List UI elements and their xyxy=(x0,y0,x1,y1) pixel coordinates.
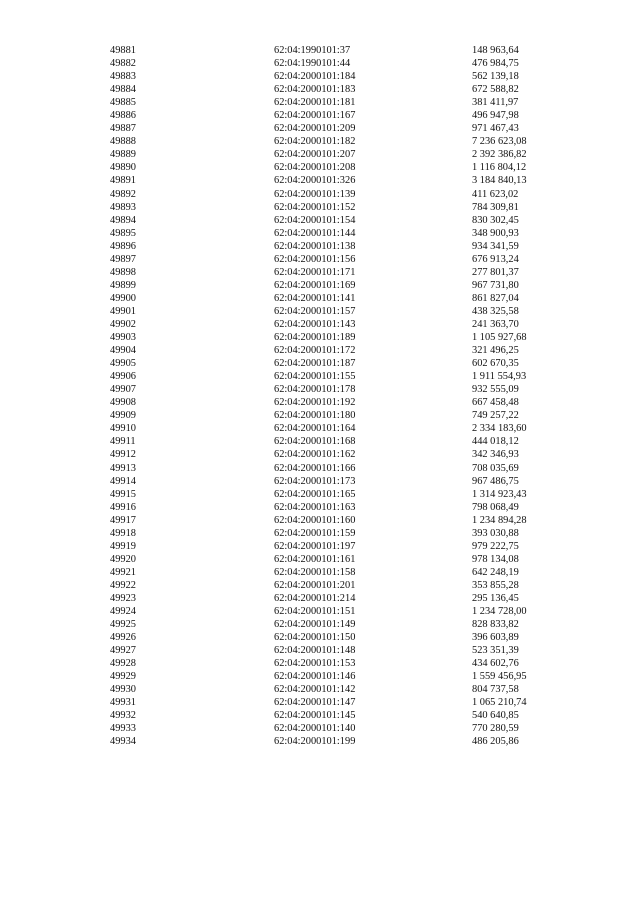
table-row xyxy=(0,475,640,488)
row-id: 49932 xyxy=(110,710,136,722)
table-row xyxy=(0,318,640,331)
amount-value: 967 486,75 xyxy=(472,475,519,487)
table-row xyxy=(0,540,640,553)
amount-value: 667 458,48 xyxy=(472,397,519,409)
row-id: 49911 xyxy=(110,436,136,448)
cadastral-number: 62:04:2000101:139 xyxy=(274,188,356,200)
table-row xyxy=(0,696,640,709)
amount-value: 523 351,39 xyxy=(472,645,519,657)
row-id: 49909 xyxy=(110,410,136,422)
table-row xyxy=(0,422,640,435)
cadastral-number: 62:04:2000101:149 xyxy=(274,619,356,631)
cadastral-number: 62:04:2000101:140 xyxy=(274,723,356,735)
amount-value: 277 801,37 xyxy=(472,266,519,278)
table-row xyxy=(0,148,640,161)
row-id: 49895 xyxy=(110,227,136,239)
amount-value: 496 947,98 xyxy=(472,110,519,122)
cadastral-number: 62:04:2000101:171 xyxy=(274,266,356,278)
amount-value: 676 913,24 xyxy=(472,253,519,265)
row-id: 49934 xyxy=(110,736,136,748)
cadastral-number: 62:04:2000101:184 xyxy=(274,71,356,83)
cadastral-number: 62:04:2000101:160 xyxy=(274,514,356,526)
cadastral-number: 62:04:2000101:192 xyxy=(274,397,356,409)
table-row xyxy=(0,527,640,540)
amount-value: 148 963,64 xyxy=(472,45,519,56)
amount-value: 967 731,80 xyxy=(472,279,519,291)
row-id: 49922 xyxy=(110,579,136,591)
table-row xyxy=(0,305,640,318)
table-row xyxy=(0,631,640,644)
cadastral-number: 62:04:2000101:163 xyxy=(274,501,356,513)
row-id: 49901 xyxy=(110,305,136,317)
table-row xyxy=(0,396,640,409)
cadastral-number: 62:04:2000101:161 xyxy=(274,553,356,565)
cadastral-number: 62:04:2000101:214 xyxy=(274,592,356,604)
amount-value: 934 341,59 xyxy=(472,240,519,252)
table-row xyxy=(0,579,640,592)
cadastral-number: 62:04:2000101:165 xyxy=(274,488,356,500)
amount-value: 486 205,86 xyxy=(472,736,519,748)
table-row xyxy=(0,670,640,683)
table-row xyxy=(0,357,640,370)
amount-value: 1 911 554,93 xyxy=(472,371,527,383)
amount-value: 932 555,09 xyxy=(472,384,519,396)
table-row xyxy=(0,735,640,748)
row-id: 49918 xyxy=(110,527,136,539)
amount-value: 434 602,76 xyxy=(472,658,519,670)
row-id: 49903 xyxy=(110,332,136,344)
row-id: 49929 xyxy=(110,671,136,683)
cadastral-number: 62:04:2000101:207 xyxy=(274,149,356,161)
amount-value: 3 184 840,13 xyxy=(472,175,527,187)
amount-value: 770 280,59 xyxy=(472,723,519,735)
cadastral-number: 62:04:2000101:153 xyxy=(274,658,356,670)
row-id: 49913 xyxy=(110,462,136,474)
amount-value: 2 334 183,60 xyxy=(472,423,527,435)
table-row xyxy=(0,201,640,214)
row-id: 49885 xyxy=(110,97,136,109)
amount-value: 979 222,75 xyxy=(472,540,519,552)
table-row xyxy=(0,501,640,514)
table-row xyxy=(0,448,640,461)
row-id: 49884 xyxy=(110,84,136,96)
table-row xyxy=(0,409,640,422)
table-row xyxy=(0,383,640,396)
table-row xyxy=(0,227,640,240)
row-id: 49897 xyxy=(110,253,136,265)
table-row xyxy=(0,161,640,174)
row-id: 49902 xyxy=(110,318,136,330)
cadastral-number: 62:04:2000101:157 xyxy=(274,305,356,317)
amount-value: 1 116 804,12 xyxy=(472,162,527,174)
row-id: 49887 xyxy=(110,123,136,135)
amount-value: 396 603,89 xyxy=(472,632,519,644)
amount-value: 1 314 923,43 xyxy=(472,488,527,500)
cadastral-number: 62:04:2000101:167 xyxy=(274,110,356,122)
cadastral-number: 62:04:2000101:145 xyxy=(274,710,356,722)
row-id: 49883 xyxy=(110,71,136,83)
row-id: 49907 xyxy=(110,384,136,396)
table-row xyxy=(0,57,640,70)
cadastral-number: 62:04:2000101:180 xyxy=(274,410,356,422)
table-row xyxy=(0,292,640,305)
amount-value: 381 411,97 xyxy=(472,97,519,109)
cadastral-number: 62:04:2000101:181 xyxy=(274,97,356,109)
data-table xyxy=(0,44,640,749)
amount-value: 342 346,93 xyxy=(472,449,519,461)
cadastral-number: 62:04:2000101:143 xyxy=(274,318,356,330)
row-id: 49894 xyxy=(110,214,136,226)
row-id: 49891 xyxy=(110,175,136,187)
cadastral-number: 62:04:2000101:156 xyxy=(274,253,356,265)
row-id: 49882 xyxy=(110,58,136,70)
cadastral-number: 62:04:2000101:173 xyxy=(274,475,356,487)
amount-value: 393 030,88 xyxy=(472,527,519,539)
table-row xyxy=(0,331,640,344)
cadastral-number: 62:04:2000101:147 xyxy=(274,697,356,709)
row-id: 49924 xyxy=(110,606,136,618)
row-id: 49926 xyxy=(110,632,136,644)
table-row xyxy=(0,657,640,670)
cadastral-number: 62:04:2000101:166 xyxy=(274,462,356,474)
row-id: 49893 xyxy=(110,201,136,213)
table-row xyxy=(0,605,640,618)
amount-value: 295 136,45 xyxy=(472,592,519,604)
amount-value: 2 392 386,82 xyxy=(472,149,527,161)
row-id: 49904 xyxy=(110,345,136,357)
cadastral-number: 62:04:2000101:326 xyxy=(274,175,356,187)
row-id: 49930 xyxy=(110,684,136,696)
table-row xyxy=(0,188,640,201)
amount-value: 749 257,22 xyxy=(472,410,519,422)
cadastral-number: 62:04:2000101:141 xyxy=(274,292,356,304)
amount-value: 444 018,12 xyxy=(472,436,519,448)
cadastral-number: 62:04:2000101:168 xyxy=(274,436,356,448)
cadastral-number: 62:04:2000101:151 xyxy=(274,606,356,618)
table-row xyxy=(0,370,640,383)
cadastral-number: 62:04:2000101:197 xyxy=(274,540,356,552)
row-id: 49890 xyxy=(110,162,136,174)
cadastral-number: 62:04:2000101:187 xyxy=(274,358,356,370)
table-row xyxy=(0,592,640,605)
table-row xyxy=(0,644,640,657)
table-row xyxy=(0,83,640,96)
amount-value: 642 248,19 xyxy=(472,566,519,578)
amount-value: 321 496,25 xyxy=(472,345,519,357)
row-id: 49915 xyxy=(110,488,136,500)
row-id: 49896 xyxy=(110,240,136,252)
table-row xyxy=(0,174,640,187)
cadastral-number: 62:04:2000101:164 xyxy=(274,423,356,435)
amount-value: 602 670,35 xyxy=(472,358,519,370)
row-id: 49892 xyxy=(110,188,136,200)
cadastral-number: 62:04:2000101:209 xyxy=(274,123,356,135)
row-id: 49912 xyxy=(110,449,136,461)
amount-value: 1 234 728,00 xyxy=(472,606,527,618)
cadastral-number: 62:04:2000101:199 xyxy=(274,736,356,748)
row-id: 49889 xyxy=(110,149,136,161)
row-id: 49927 xyxy=(110,645,136,657)
row-id: 49920 xyxy=(110,553,136,565)
row-id: 49931 xyxy=(110,697,136,709)
amount-value: 828 833,82 xyxy=(472,619,519,631)
table-row xyxy=(0,514,640,527)
amount-value: 476 984,75 xyxy=(472,58,519,70)
table-row xyxy=(0,266,640,279)
cadastral-number: 62:04:2000101:169 xyxy=(274,279,356,291)
table-row xyxy=(0,488,640,501)
amount-value: 241 363,70 xyxy=(472,318,519,330)
cadastral-number: 62:04:2000101:159 xyxy=(274,527,356,539)
cadastral-number: 62:04:2000101:138 xyxy=(274,240,356,252)
amount-value: 353 855,28 xyxy=(472,579,519,591)
amount-value: 540 640,85 xyxy=(472,710,519,722)
table-row xyxy=(0,683,640,696)
cadastral-number: 62:04:2000101:142 xyxy=(274,684,356,696)
row-id: 49900 xyxy=(110,292,136,304)
cadastral-number: 62:04:1990101:37 xyxy=(274,45,351,56)
table-row xyxy=(0,135,640,148)
table-row xyxy=(0,214,640,227)
row-id: 49925 xyxy=(110,619,136,631)
amount-value: 804 737,58 xyxy=(472,684,519,696)
amount-value: 798 068,49 xyxy=(472,501,519,513)
amount-value: 438 325,58 xyxy=(472,305,519,317)
row-id: 49914 xyxy=(110,475,136,487)
table-row xyxy=(0,344,640,357)
cadastral-number: 62:04:2000101:182 xyxy=(274,136,356,148)
row-id: 49898 xyxy=(110,266,136,278)
row-id: 49886 xyxy=(110,110,136,122)
cadastral-number: 62:04:2000101:183 xyxy=(274,84,356,96)
cadastral-number: 62:04:1990101:44 xyxy=(274,58,351,70)
row-id: 49908 xyxy=(110,397,136,409)
table-row xyxy=(0,435,640,448)
row-id: 49888 xyxy=(110,136,136,148)
amount-value: 411 623,02 xyxy=(472,188,519,200)
amount-value: 1 234 894,28 xyxy=(472,514,527,526)
cadastral-number: 62:04:2000101:150 xyxy=(274,632,356,644)
table-row xyxy=(0,70,640,83)
amount-value: 971 467,43 xyxy=(472,123,519,135)
amount-value: 348 900,93 xyxy=(472,227,519,239)
amount-value: 1 559 456,95 xyxy=(472,671,527,683)
amount-value: 784 309,81 xyxy=(472,201,519,213)
table-row xyxy=(0,279,640,292)
row-id: 49910 xyxy=(110,423,136,435)
cadastral-number: 62:04:2000101:144 xyxy=(274,227,356,239)
row-id: 49899 xyxy=(110,279,136,291)
cadastral-number: 62:04:2000101:155 xyxy=(274,371,356,383)
cadastral-number: 62:04:2000101:172 xyxy=(274,345,356,357)
table-row xyxy=(0,566,640,579)
cadastral-number: 62:04:2000101:208 xyxy=(274,162,356,174)
table-row xyxy=(0,253,640,266)
cadastral-number: 62:04:2000101:201 xyxy=(274,579,356,591)
amount-value: 672 588,82 xyxy=(472,84,519,96)
cadastral-number: 62:04:2000101:178 xyxy=(274,384,356,396)
table-row xyxy=(0,553,640,566)
table-row xyxy=(0,109,640,122)
cadastral-number: 62:04:2000101:158 xyxy=(274,566,356,578)
row-id: 49933 xyxy=(110,723,136,735)
table-row xyxy=(0,618,640,631)
cadastral-number: 62:04:2000101:148 xyxy=(274,645,356,657)
row-id: 49881 xyxy=(110,45,136,56)
amount-value: 7 236 623,08 xyxy=(472,136,527,148)
row-id: 49923 xyxy=(110,592,136,604)
table-row xyxy=(0,44,640,57)
table-row xyxy=(0,96,640,109)
cadastral-number: 62:04:2000101:152 xyxy=(274,201,356,213)
amount-value: 1 065 210,74 xyxy=(472,697,527,709)
row-id: 49906 xyxy=(110,371,136,383)
cadastral-number: 62:04:2000101:154 xyxy=(274,214,356,226)
table-row xyxy=(0,722,640,735)
amount-value: 708 035,69 xyxy=(472,462,519,474)
table-row xyxy=(0,709,640,722)
row-id: 49919 xyxy=(110,540,136,552)
amount-value: 562 139,18 xyxy=(472,71,519,83)
row-id: 49916 xyxy=(110,501,136,513)
cadastral-number: 62:04:2000101:146 xyxy=(274,671,356,683)
amount-value: 978 134,08 xyxy=(472,553,519,565)
row-id: 49917 xyxy=(110,514,136,526)
row-id: 49905 xyxy=(110,358,136,370)
cadastral-number: 62:04:2000101:189 xyxy=(274,332,356,344)
row-id: 49921 xyxy=(110,566,136,578)
cadastral-number: 62:04:2000101:162 xyxy=(274,449,356,461)
amount-value: 861 827,04 xyxy=(472,292,519,304)
row-id: 49928 xyxy=(110,658,136,670)
amount-value: 1 105 927,68 xyxy=(472,332,527,344)
table-row xyxy=(0,462,640,475)
table-row xyxy=(0,122,640,135)
amount-value: 830 302,45 xyxy=(472,214,519,226)
table-row xyxy=(0,240,640,253)
